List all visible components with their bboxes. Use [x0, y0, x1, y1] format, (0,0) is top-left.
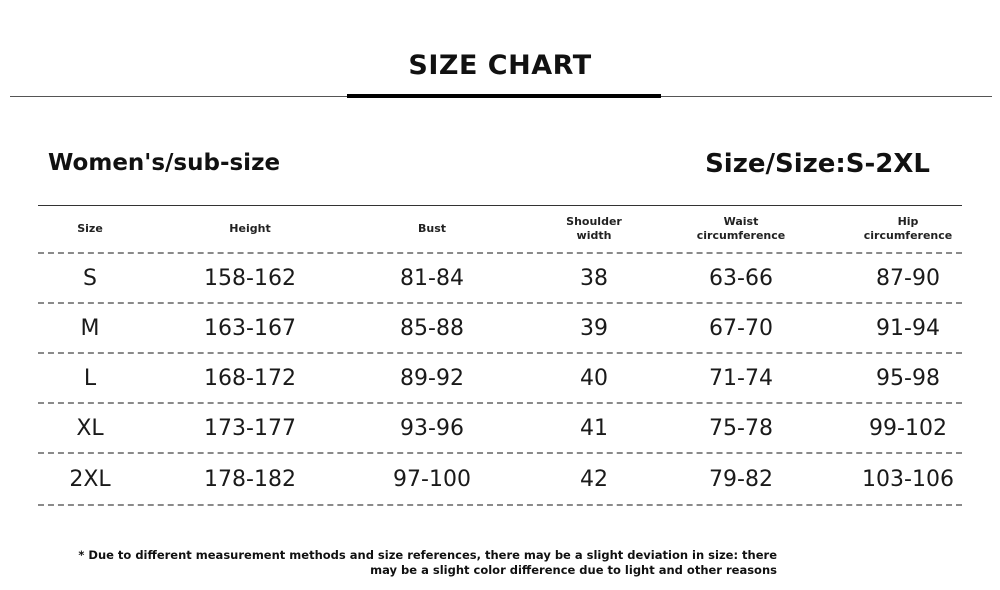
table-row	[38, 254, 962, 304]
height-cell: 163-167	[204, 315, 296, 341]
size-cell: XL	[76, 415, 104, 441]
page-title: SIZE CHART	[408, 50, 592, 81]
hip-cell: 95-98	[876, 365, 940, 391]
bust-cell: 97-100	[393, 466, 471, 492]
bust-cell: 81-84	[400, 265, 464, 291]
title-underline	[347, 94, 661, 98]
table-row	[38, 454, 962, 506]
shoulder-cell: 38	[580, 265, 608, 291]
size-cell: S	[83, 265, 97, 291]
table-header-row	[38, 206, 962, 254]
shoulder-cell: 39	[580, 315, 608, 341]
size-cell: L	[83, 365, 97, 391]
hip-cell: 91-94	[876, 315, 940, 341]
size-cell: 2XL	[69, 466, 111, 492]
size-cell: M	[80, 315, 100, 341]
bust-cell: 93-96	[400, 415, 464, 441]
column-header-shoulder-width: Shoulder width	[566, 215, 622, 242]
column-header-bust: Bust	[417, 222, 447, 235]
height-cell: 178-182	[204, 466, 296, 492]
shoulder-cell: 41	[580, 415, 608, 441]
shoulder-cell: 40	[580, 365, 608, 391]
column-header-height: Height	[229, 222, 271, 235]
category-label: Women's/sub-size	[48, 150, 281, 176]
height-cell: 173-177	[204, 415, 296, 441]
height-cell: 158-162	[204, 265, 296, 291]
waist-cell: 67-70	[709, 315, 773, 341]
column-header-size: Size	[77, 222, 103, 235]
table-row	[38, 304, 962, 354]
table-row	[38, 354, 962, 404]
footnote-line-1: * Due to different measurement methods and size references, there may be a slight deviation in size: there	[78, 548, 777, 562]
footnote	[0, 548, 777, 578]
waist-cell: 63-66	[709, 265, 773, 291]
waist-cell: 79-82	[709, 466, 773, 492]
hip-cell: 99-102	[869, 415, 947, 441]
bust-cell: 85-88	[400, 315, 464, 341]
footnote-line-2: may be a slight color difference due to light and other reasons	[370, 563, 777, 577]
bust-cell: 89-92	[400, 365, 464, 391]
shoulder-cell: 42	[580, 466, 608, 492]
waist-cell: 75-78	[709, 415, 773, 441]
waist-cell: 71-74	[709, 365, 773, 391]
hip-cell: 103-106	[862, 466, 954, 492]
height-cell: 168-172	[204, 365, 296, 391]
hip-cell: 87-90	[876, 265, 940, 291]
size-range-label: Size/Size:S-2XL	[705, 149, 930, 179]
column-header-waist: Waist circumference	[696, 215, 786, 242]
table-row	[38, 404, 962, 454]
column-header-hip: Hip circumference	[863, 215, 953, 242]
